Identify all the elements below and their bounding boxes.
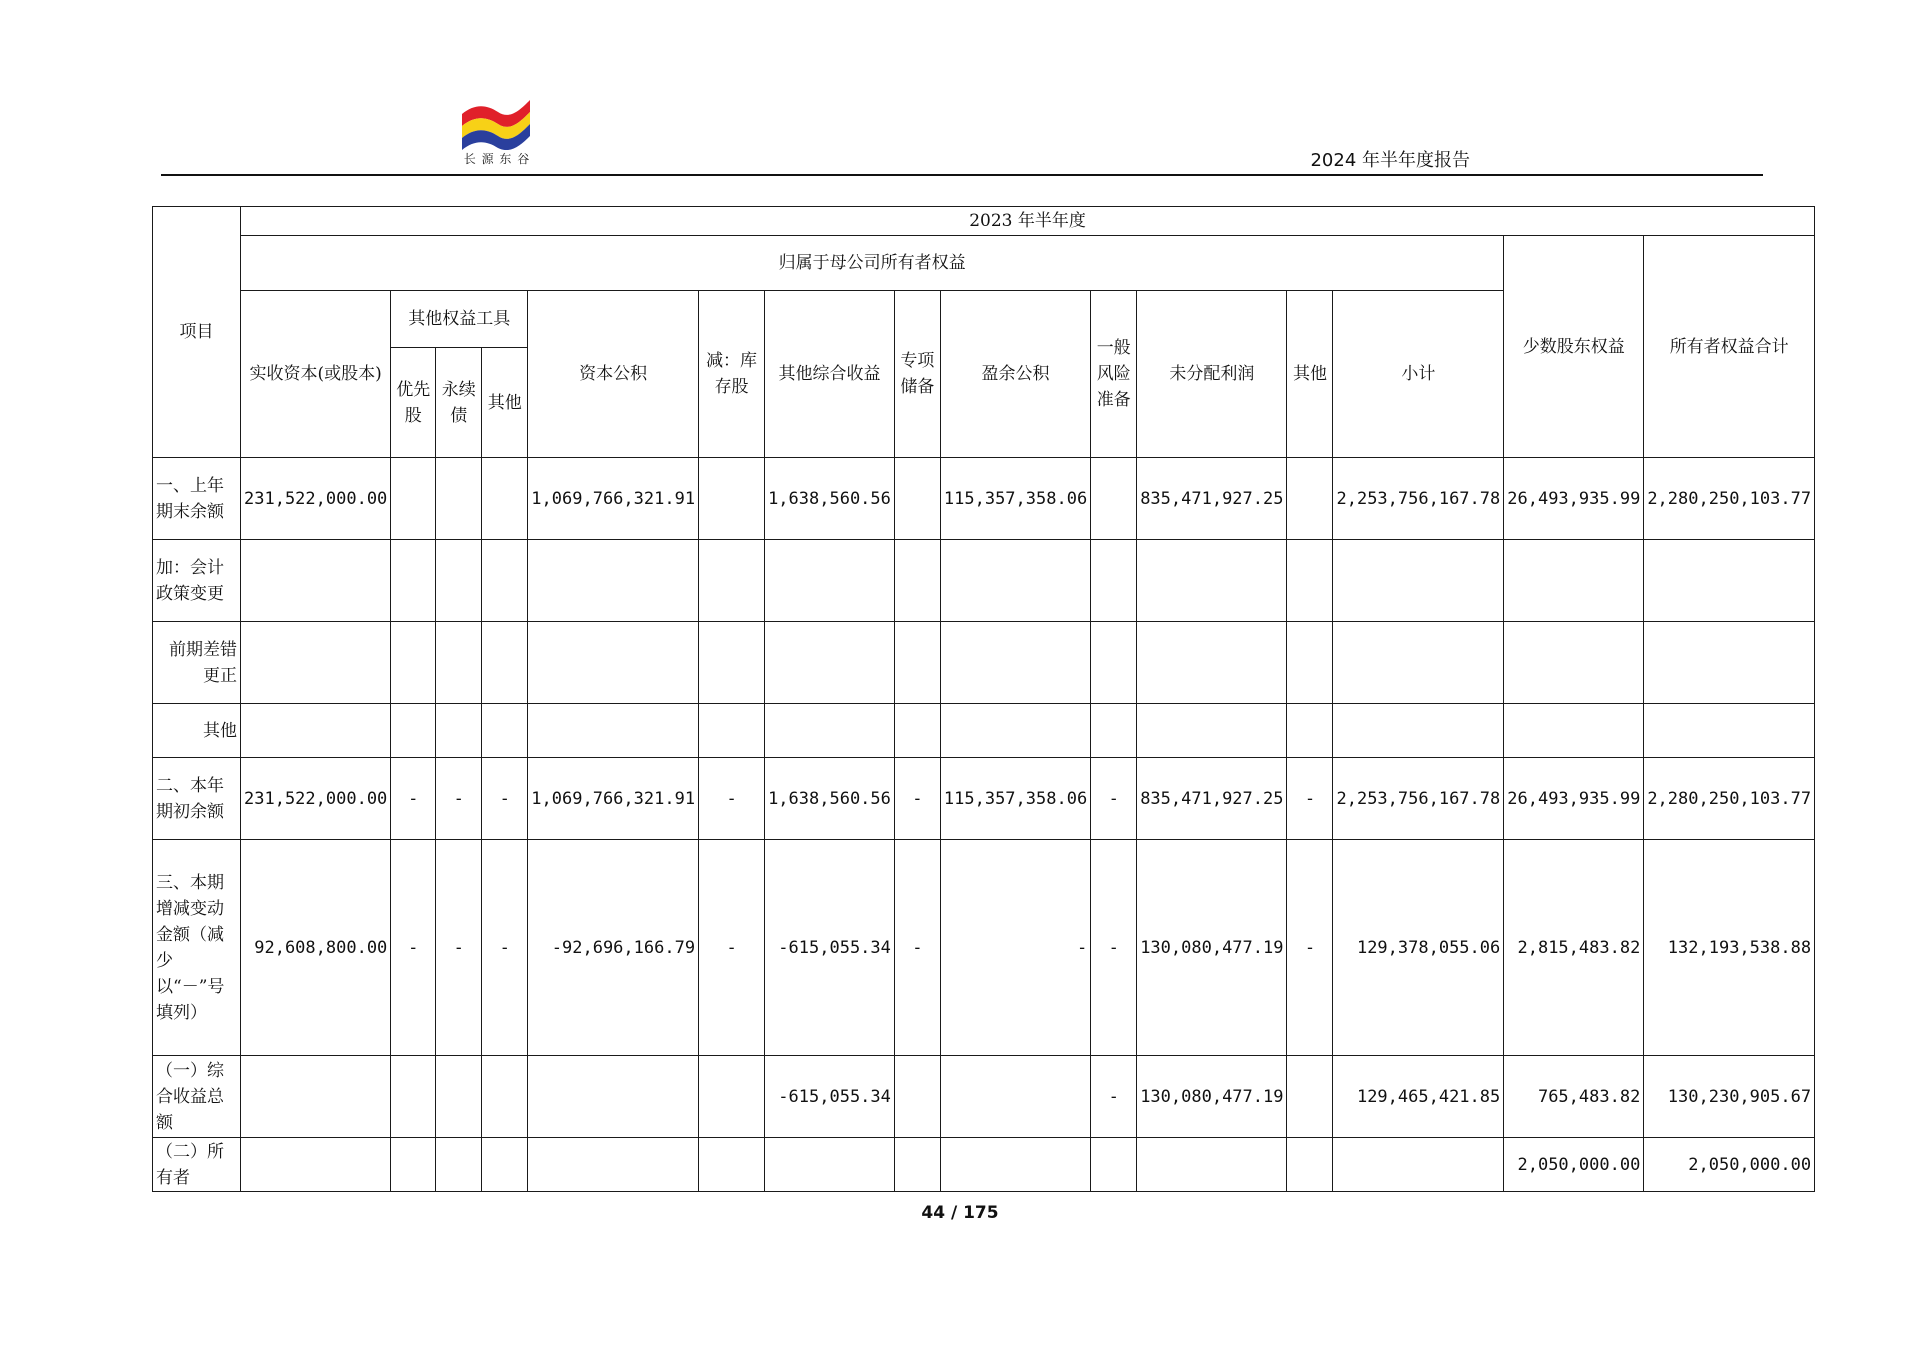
cell-paid-in [241,540,391,622]
cell-minority [1504,540,1644,622]
cell-other [1287,704,1333,758]
table-row [153,758,1815,840]
cell-paid-in [241,1138,391,1192]
header-retained-earnings: 未分配利润 [1137,291,1287,458]
cell-retained [1137,540,1287,622]
cell-general-risk: - [1091,1056,1137,1138]
header-period: 2023 年半年度 [241,207,1815,236]
cell-surplus-reserve [940,1056,1090,1138]
cell-total: 132,193,538.88 [1644,840,1815,1056]
cell-preferred [391,622,436,704]
header-minority: 少数股东权益 [1504,236,1644,458]
cell-other [1287,622,1333,704]
header-other-instrument: 其他 [482,348,528,458]
cell-treasury [699,540,765,622]
table-row [153,540,1815,622]
cell-preferred: - [391,840,436,1056]
cell-perpetual [436,704,482,758]
cell-total: 2,280,250,103.77 [1644,458,1815,540]
cell-subtotal [1333,540,1504,622]
header-oci: 其他综合收益 [765,291,895,458]
header-special-reserve: 专项储备 [894,291,940,458]
cell-oci [765,704,895,758]
header-treasury-stock: 减：库存股 [699,291,765,458]
cell-oci: -615,055.34 [765,840,895,1056]
cell-total: 130,230,905.67 [1644,1056,1815,1138]
cell-other-inst: - [482,840,528,1056]
cell-other [1287,458,1333,540]
row-label-text: 前期差错更正 [169,639,237,686]
cell-surplus-reserve [940,704,1090,758]
cell-general-risk: - [1091,840,1137,1056]
header-perpetual-bond: 永续债 [436,348,482,458]
header-surplus-reserve: 盈余公积 [940,291,1090,458]
cell-perpetual [436,622,482,704]
cell-special-reserve [894,622,940,704]
cell-total [1644,540,1815,622]
cell-other: - [1287,758,1333,840]
cell-paid-in [241,622,391,704]
cell-treasury [699,1056,765,1138]
cell-general-risk [1091,622,1137,704]
logo-flag-icon [458,96,536,150]
cell-special-reserve: - [894,758,940,840]
cell-capital-reserve [528,1056,699,1138]
cell-perpetual [436,540,482,622]
cell-preferred [391,1056,436,1138]
cell-retained: 835,471,927.25 [1137,758,1287,840]
cell-subtotal: 2,253,756,167.78 [1333,458,1504,540]
cell-special-reserve [894,540,940,622]
page-number: 44 / 175 [921,1203,999,1223]
header-parent-equity: 归属于母公司所有者权益 [241,236,1504,291]
cell-treasury [699,1138,765,1192]
cell-general-risk [1091,458,1137,540]
cell-general-risk [1091,540,1137,622]
cell-surplus-reserve [940,622,1090,704]
cell-subtotal: 129,465,421.85 [1333,1056,1504,1138]
cell-minority: 765,483.82 [1504,1056,1644,1138]
cell-retained: 835,471,927.25 [1137,458,1287,540]
table-row [153,622,1815,704]
cell-surplus-reserve: - [940,840,1090,1056]
header-other: 其他 [1287,291,1333,458]
cell-perpetual: - [436,758,482,840]
cell-minority [1504,704,1644,758]
cell-capital-reserve: 1,069,766,321.91 [528,458,699,540]
cell-retained [1137,1138,1287,1192]
cell-preferred [391,1138,436,1192]
row-label-text: 其他 [203,720,237,741]
cell-capital-reserve [528,1138,699,1192]
cell-minority: 2,815,483.82 [1504,840,1644,1056]
cell-minority: 26,493,935.99 [1504,758,1644,840]
cell-oci: 1,638,560.56 [765,758,895,840]
cell-minority: 2,050,000.00 [1504,1138,1644,1192]
cell-other [1287,1138,1333,1192]
cell-oci [765,1138,895,1192]
row-label: （一）综合收益总额 [153,1056,241,1138]
cell-paid-in [241,1056,391,1138]
cell-total [1644,704,1815,758]
cell-treasury [699,622,765,704]
header-general-risk-reserve: 一般风险准备 [1091,291,1137,458]
cell-capital-reserve: -92,696,166.79 [528,840,699,1056]
cell-perpetual [436,1056,482,1138]
row-label: 加：会计政策变更 [153,540,241,622]
header-preferred-stock: 优先股 [391,348,436,458]
row-label: 三、本期增减变动金额（减少以“－”号填列） [153,840,241,1056]
cell-total: 2,050,000.00 [1644,1138,1815,1192]
table-row [153,458,1815,540]
cell-paid-in: 92,608,800.00 [241,840,391,1056]
cell-treasury: - [699,758,765,840]
header-row-period [153,207,1815,236]
cell-oci: 1,638,560.56 [765,458,895,540]
cell-oci [765,622,895,704]
cell-retained [1137,704,1287,758]
logo-text: 长 源 东 谷 [463,152,531,166]
cell-other [1287,540,1333,622]
report-title: 2024 年半年度报告 [1310,150,1470,171]
header-subtotal: 小计 [1333,291,1504,458]
cell-general-risk [1091,704,1137,758]
row-label [153,704,241,758]
cell-other-inst: - [482,758,528,840]
cell-subtotal: 129,378,055.06 [1333,840,1504,1056]
row-label: 一、上年期末余额 [153,458,241,540]
cell-other: - [1287,840,1333,1056]
header-total: 所有者权益合计 [1644,236,1815,458]
cell-subtotal: 2,253,756,167.78 [1333,758,1504,840]
cell-capital-reserve [528,540,699,622]
cell-subtotal [1333,704,1504,758]
header-other-equity-instruments: 其他权益工具 [391,291,528,348]
table-row [153,840,1815,1056]
header-divider [161,174,1763,176]
cell-minority: 26,493,935.99 [1504,458,1644,540]
cell-subtotal [1333,1138,1504,1192]
cell-retained [1137,622,1287,704]
cell-other [1287,1056,1333,1138]
cell-treasury [699,704,765,758]
cell-special-reserve [894,458,940,540]
cell-total [1644,622,1815,704]
header-paid-in-capital: 实收资本(或股本) [241,291,391,458]
cell-other-inst [482,704,528,758]
cell-paid-in: 231,522,000.00 [241,758,391,840]
cell-special-reserve: - [894,840,940,1056]
cell-surplus-reserve [940,540,1090,622]
cell-paid-in: 231,522,000.00 [241,458,391,540]
equity-change-table-wrapper [152,206,1815,1192]
cell-surplus-reserve: 115,357,358.06 [940,458,1090,540]
cell-special-reserve [894,1138,940,1192]
cell-other-inst [482,458,528,540]
row-label: （二）所有者 [153,1138,241,1192]
cell-minority [1504,622,1644,704]
header-capital-reserve: 资本公积 [528,291,699,458]
cell-oci: -615,055.34 [765,1056,895,1138]
company-logo [458,96,536,170]
cell-preferred [391,704,436,758]
cell-subtotal [1333,622,1504,704]
cell-other-inst [482,1056,528,1138]
cell-capital-reserve [528,704,699,758]
cell-treasury [699,458,765,540]
cell-other-inst [482,540,528,622]
header-item: 项目 [153,207,241,458]
row-label: 二、本年期初余额 [153,758,241,840]
cell-capital-reserve: 1,069,766,321.91 [528,758,699,840]
cell-retained: 130,080,477.19 [1137,840,1287,1056]
header-row-group [153,236,1815,291]
cell-treasury: - [699,840,765,1056]
cell-special-reserve [894,704,940,758]
table-row [153,1056,1815,1138]
equity-change-table [152,206,1815,1192]
cell-surplus-reserve: 115,357,358.06 [940,758,1090,840]
cell-retained: 130,080,477.19 [1137,1056,1287,1138]
cell-preferred [391,540,436,622]
table-row [153,1138,1815,1192]
cell-perpetual: - [436,840,482,1056]
cell-capital-reserve [528,622,699,704]
cell-paid-in [241,704,391,758]
cell-perpetual [436,1138,482,1192]
cell-other-inst [482,1138,528,1192]
table-row [153,704,1815,758]
cell-oci [765,540,895,622]
cell-special-reserve [894,1056,940,1138]
cell-perpetual [436,458,482,540]
cell-general-risk [1091,1138,1137,1192]
row-label [153,622,241,704]
cell-general-risk: - [1091,758,1137,840]
cell-preferred: - [391,758,436,840]
cell-preferred [391,458,436,540]
cell-other-inst [482,622,528,704]
cell-total: 2,280,250,103.77 [1644,758,1815,840]
cell-surplus-reserve [940,1138,1090,1192]
